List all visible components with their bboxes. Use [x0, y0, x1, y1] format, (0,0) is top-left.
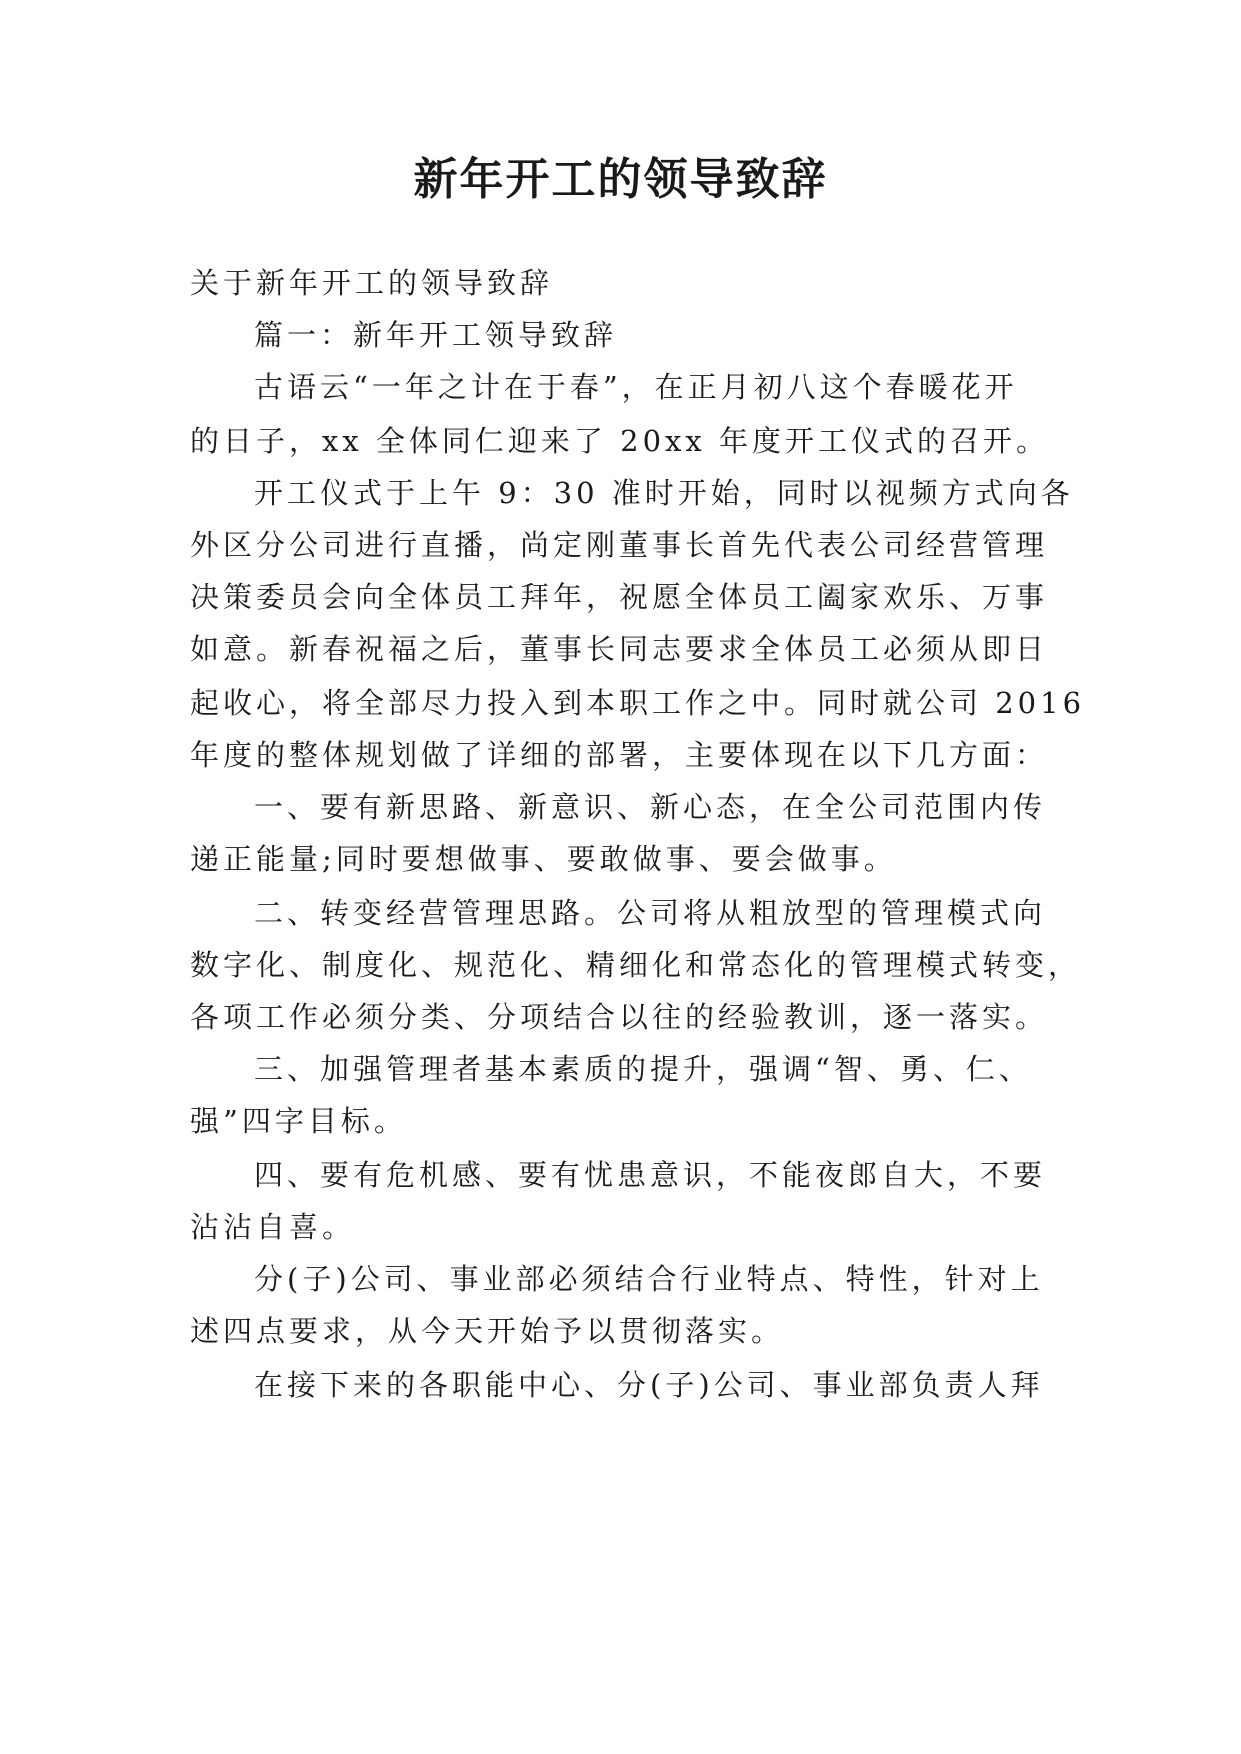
- body-line: 二、转变经营管理思路。公司将从粗放型的管理模式向: [254, 896, 1047, 930]
- body-line: 一、要有新思路、新意识、新心态，在全公司范围内传: [254, 790, 1047, 824]
- body-line: 三、加强管理者基本素质的提升，强调“智、勇、仁、: [254, 1052, 1032, 1086]
- body-line: 外区分公司进行直播，尚定刚董事长首先代表公司经营管理: [190, 528, 1049, 562]
- body-line: 起收心，将全部尽力投入到本职工作之中。同时就公司 2016: [190, 686, 1086, 720]
- body-line: 的日子，xx 全体同仁迎来了 20xx 年度开工仪式的召开。: [190, 424, 1049, 458]
- body-line: 各项工作必须分类、分项结合以往的经验教训，逐一落实。: [190, 1000, 1049, 1034]
- body-line: 数字化、制度化、规范化、精细化和常态化的管理模式转变，: [190, 948, 1082, 982]
- subtitle-line: 关于新年开工的领导致辞: [190, 266, 554, 300]
- body-line: 如意。新春祝福之后，董事长同志要求全体员工必须从即日: [190, 632, 1049, 666]
- body-line: 四、要有危机感、要有忧患意识，不能夜郎自大，不要: [254, 1158, 1047, 1192]
- body-line: 开工仪式于上午 9：30 准时开始，同时以视频方式向各: [254, 476, 1074, 510]
- body-line: 古语云“一年之计在于春”，在正月初八这个春暖花开: [254, 370, 1018, 404]
- body-line: 分(子)公司、事业部必须结合行业特点、特性，针对上: [254, 1262, 1044, 1296]
- body-line: 沾沾自喜。: [190, 1210, 356, 1244]
- document-title: 新年开工的领导致辞: [413, 154, 828, 205]
- body-line: 年度的整体规划做了详细的部署，主要体现在以下几方面：: [190, 738, 1049, 772]
- body-line: 递正能量;同时要想做事、要敢做事、要会做事。: [190, 842, 897, 876]
- body-line: 决策委员会向全体员工拜年，祝愿全体员工阖家欢乐、万事: [190, 580, 1049, 614]
- section-heading: 篇一：新年开工领导致辞: [254, 318, 618, 352]
- body-line: 在接下来的各职能中心、分(子)公司、事业部负责人拜: [254, 1368, 1044, 1402]
- body-line: 强”四字目标。: [190, 1104, 407, 1138]
- body-line: 述四点要求，从今天开始予以贯彻落实。: [190, 1314, 785, 1348]
